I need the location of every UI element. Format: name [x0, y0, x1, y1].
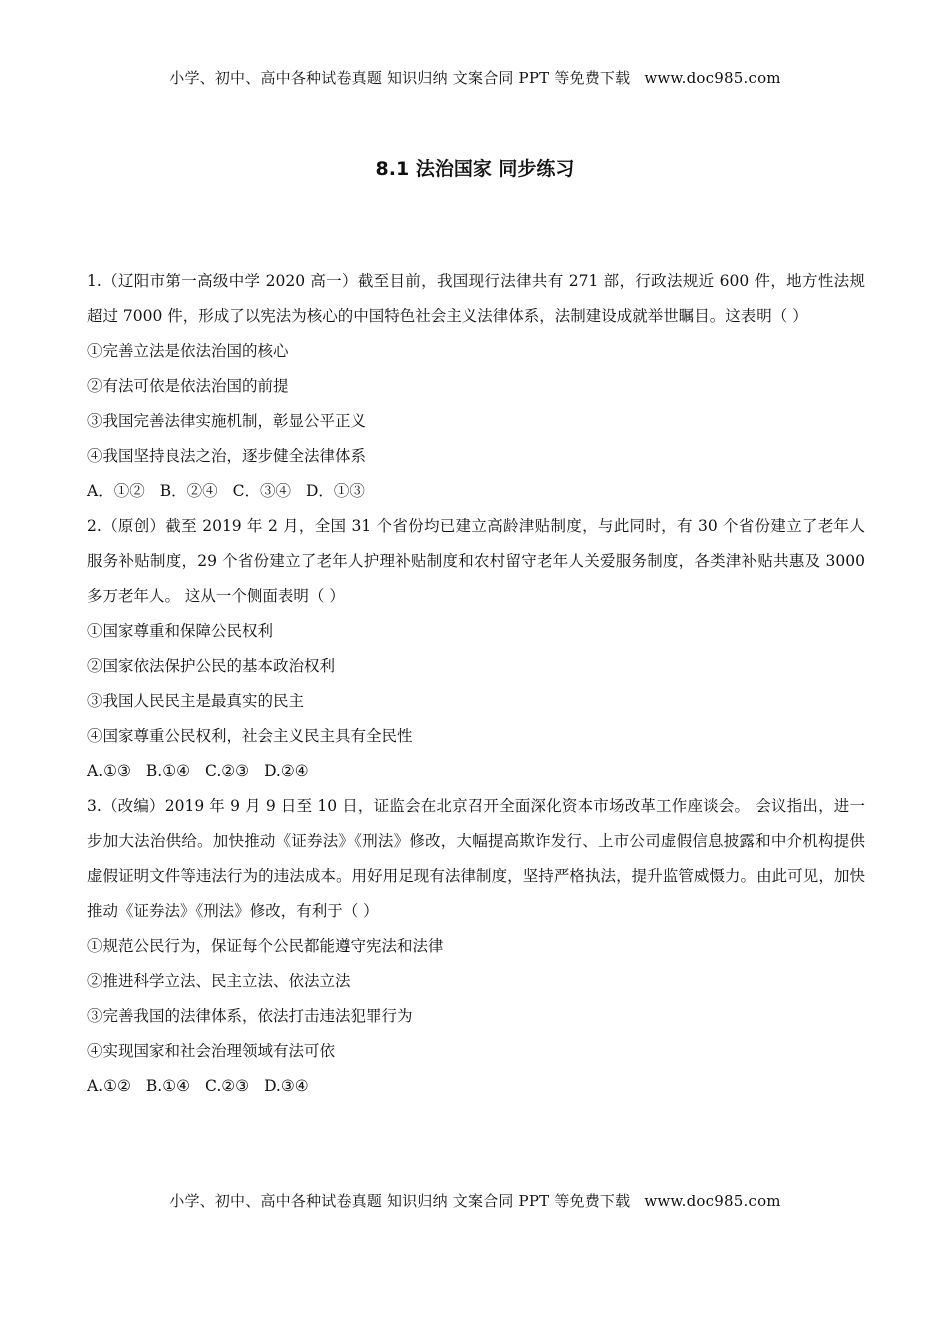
answer-choices	[87, 754, 865, 789]
answer-a: A．①②	[87, 482, 145, 500]
option-3: ③完善我国的法律体系，依法打击违法犯罪行为	[87, 1007, 413, 1025]
option-4: ④国家尊重公民权利，社会主义民主具有全民性	[87, 727, 413, 745]
answer-c: C.②③	[205, 762, 250, 780]
question-2	[87, 509, 865, 789]
answer-choices	[87, 474, 865, 509]
option-2: ②有法可依是依法治国的前提	[87, 377, 289, 395]
option-2: ②推进科学立法、民主立法、依法立法	[87, 972, 351, 990]
answer-d: D.②④	[264, 762, 309, 780]
option-1: ①国家尊重和保障公民权利	[87, 622, 274, 640]
option-3: ③我国完善法律实施机制，彰显公平正义	[87, 412, 367, 430]
answer-b: B．②④	[159, 482, 218, 500]
option-1: ①规范公民行为，保证每个公民都能遵守宪法和法律	[87, 937, 444, 955]
question-list	[87, 264, 865, 1104]
answer-a: A.①③	[87, 762, 131, 780]
page-title: 8.1 法治国家 同步练习	[375, 158, 575, 180]
option-3: ③我国人民民主是最真实的民主	[87, 692, 305, 710]
header-text: 小学、初中、高中各种试卷真题 知识归纳 文案合同 PPT 等免费下载	[169, 69, 631, 87]
question-stem: 2.（原创）截至 2019 年 2 月，全国 31 个省份均已建立高龄津贴制度，与此同时，有 30 个省份建立了老年人服务补贴制度，29 个省份建立了老年人护理补贴制度和农村留守老年人关爱服务制度，各类津补贴共惠及 3000 多万老年人。 这从一个侧面表明（ ）	[87, 517, 865, 605]
question-stem: 3.（改编）2019 年 9 月 9 日至 10 日，证监会在北京召开全面深化资本市场改革工作座谈会。 会议指出，进一步加大法治供给。加快推动《证券法》《刑法》修改，大幅提高欺诈发行、上市公司虚假信息披露和中介机构提供虚假证明文件等违法行为的违法成本。用好用足现有法律制度，坚持严格执法，提升监管威慑力。由此可见，加快推动《证券法》《刑法》修改，有利于（ ）	[87, 797, 865, 920]
question-stem: 1.（辽阳市第一高级中学 2020 高一）截至目前，我国现行法律共有 271 部，行政法规近 600 件，地方性法规超过 7000 件，形成了以宪法为核心的中国特色社会主义法律体系，法制建设成就举世瞩目。这表明（ ）	[87, 272, 865, 325]
footer-link[interactable]: www.doc985.com	[644, 1192, 781, 1210]
page-footer	[0, 1190, 950, 1211]
answer-d: D．①③	[305, 482, 365, 500]
answer-b: B.①④	[145, 1077, 191, 1095]
answer-a: A.①②	[87, 1077, 131, 1095]
answer-c: C．③④	[232, 482, 291, 500]
page-header	[0, 67, 950, 88]
question-1	[87, 264, 865, 509]
option-1: ①完善立法是依法治国的核心	[87, 342, 289, 360]
answer-d: D.③④	[264, 1077, 309, 1095]
question-3	[87, 789, 865, 1104]
option-2: ②国家依法保护公民的基本政治权利	[87, 657, 336, 675]
header-link[interactable]: www.doc985.com	[644, 69, 781, 87]
answer-c: C.②③	[205, 1077, 250, 1095]
answer-choices	[87, 1069, 865, 1104]
footer-text: 小学、初中、高中各种试卷真题 知识归纳 文案合同 PPT 等免费下载	[169, 1192, 631, 1210]
option-4: ④我国坚持良法之治，逐步健全法律体系	[87, 447, 367, 465]
option-4: ④实现国家和社会治理领域有法可依	[87, 1042, 336, 1060]
answer-b: B.①④	[145, 762, 191, 780]
